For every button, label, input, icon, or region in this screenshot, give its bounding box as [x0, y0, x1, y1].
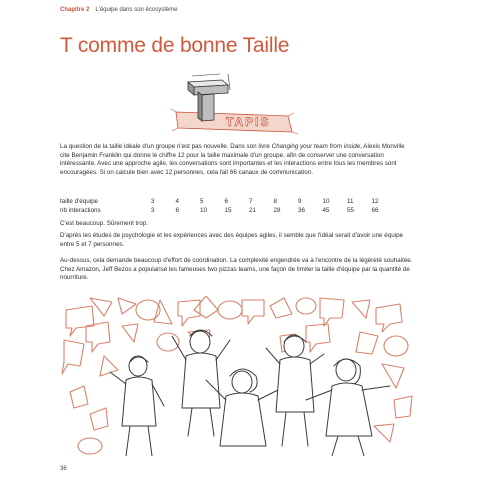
people	[110, 330, 390, 456]
table-cell: 66	[371, 206, 379, 214]
paragraph-comment: C'est beaucoup. Sûrement trop.	[60, 220, 149, 227]
table-cell: 9	[298, 198, 302, 205]
table-cell: 3	[151, 198, 155, 205]
person-1	[110, 356, 164, 456]
table-cell: 10	[200, 206, 207, 214]
table-cell: 6	[224, 198, 228, 205]
table-cell: 55	[347, 206, 354, 214]
section-label: L'équipe dans son écosystème	[95, 7, 178, 13]
table-cell: 7	[249, 198, 253, 205]
intro-text-start: La question de la taille idéale d'un groupe n'est pas nouvelle. Dans son livre	[60, 143, 272, 150]
rug-text: TAPIS	[226, 115, 271, 129]
table-cell: 12	[371, 198, 379, 205]
running-header	[60, 6, 178, 14]
paragraph-studies: D'après les études de psychologie et les expériences avec des équipes agiles, il semble que l'idéal serait d'avoir une équipe entre 5 et 7 personnes.	[60, 232, 404, 248]
chapter-label: Chapitre 2	[60, 7, 90, 13]
interactions-table	[60, 198, 396, 215]
book-title: Changing your team from inside	[271, 143, 361, 150]
table-cell: 6	[175, 206, 179, 214]
row-label: nb interactions	[60, 206, 101, 214]
table-cell: 36	[298, 206, 305, 214]
table-cell: 8	[273, 198, 277, 205]
person-2	[172, 330, 230, 436]
person-5	[306, 359, 390, 456]
table-row	[60, 198, 396, 207]
table-cell: 10	[322, 198, 330, 205]
team-conversation-illustration	[60, 296, 420, 456]
table-cell: 11	[347, 198, 354, 205]
intro-text-end: , Alexis Monville cite Benjamin Franklin qui donne le chiffre 12 pour la taille maximale d'un groupe, afin de conserver une conversation intéressante. Avec une approche agile, les conversations sont importantes et les interactions entre tous les membres sont encouragées. Si on calcule bien avec 12 personnes, cela fait 66 canaux de communication.	[60, 143, 405, 176]
table-row	[60, 207, 396, 216]
table-cell: 28	[273, 206, 281, 214]
letter-t-illustration	[168, 68, 308, 138]
paragraph-intro	[60, 143, 416, 177]
row-label: taille d'équipe	[60, 198, 99, 205]
page-title: T comme de bonne Taille	[60, 34, 290, 57]
table-cell: 45	[322, 206, 330, 214]
page-number: 36	[60, 466, 67, 472]
table-cell: 21	[249, 206, 256, 214]
table-cell: 3	[151, 206, 155, 214]
table-cell: 5	[200, 198, 204, 205]
person-4	[266, 335, 324, 446]
table-cell: 4	[175, 198, 179, 205]
table-cell: 15	[224, 206, 232, 214]
paragraph-coordination: Au-dessus, cela demande beaucoup d'effort de coordination. La complexité engendrée va à l'encontre de la légèreté souhaitée. Chez Amazon, Jeff Bezos a popularisé les fameuses two pizzas teams, une façon de limiter la taille d'équipe par la quantité de nourriture.	[60, 257, 413, 282]
